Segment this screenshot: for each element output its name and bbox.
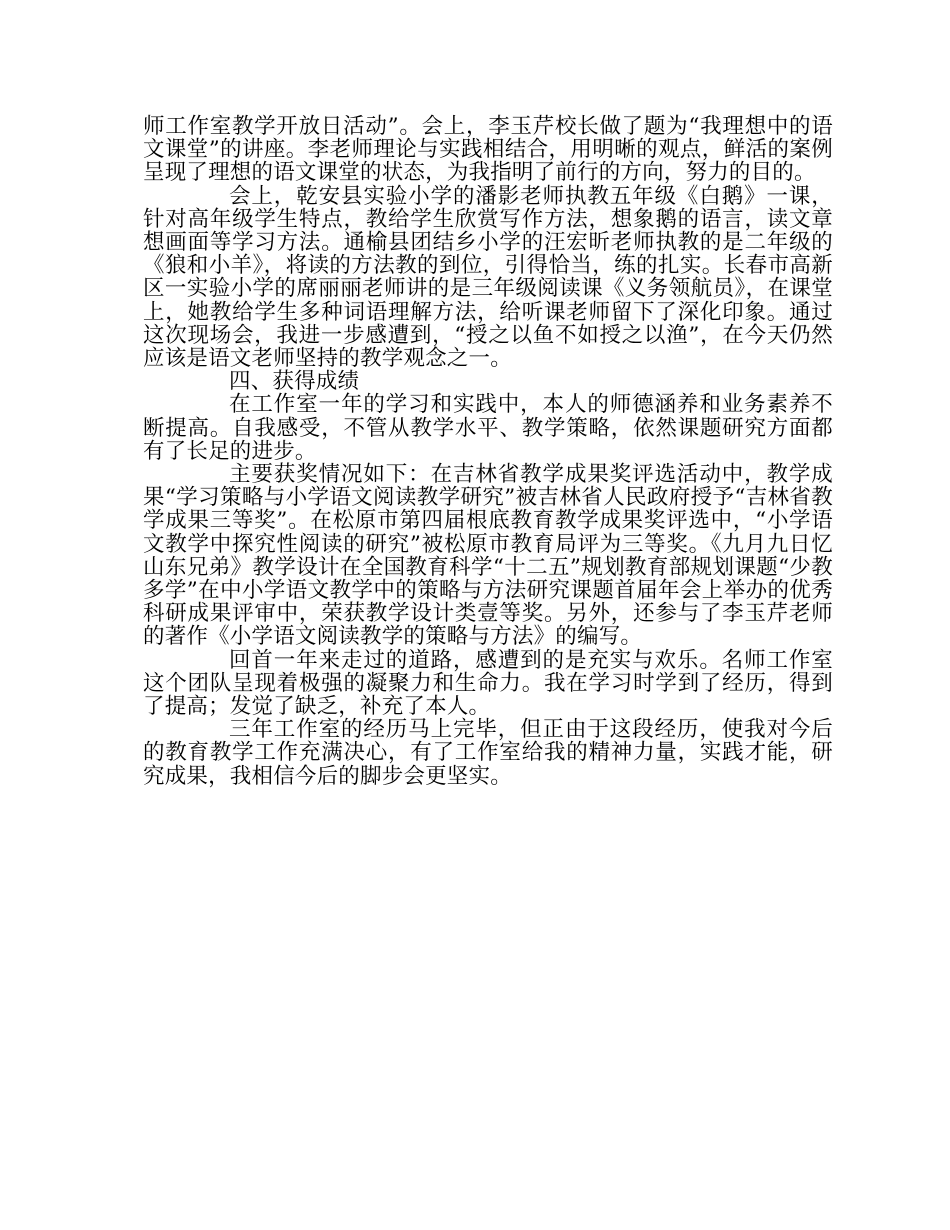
paragraph-1: 师工作室教学开放日活动”。会上，李玉芹校长做了题为“我理想中的语文课堂”的讲座。李老师理论与实践相结合，用明晰的观点，鲜活的案例呈现了理想的语文课堂的状态，为我指明了前行的方向，努力的目的。: [143, 114, 833, 186]
paragraph-6: 三年工作室的经历马上完毕，但正由于这段经历，使我对今后的教育教学工作充满决心，有了工作室给我的精神力量，实践才能，研究成果，我相信今后的脚步会更坚实。: [143, 717, 833, 789]
paragraph-5: 回首一年来走过的道路，感遭到的是充实与欢乐。名师工作室这个团队呈现着极强的凝聚力和生命力。我在学习时学到了经历，得到了提高；发觉了缺乏，补充了本人。: [143, 647, 833, 720]
paragraph-3: 在工作室一年的学习和实践中，本人的师德涵养和业务素养不断提高。自我感受，不管从教学水平、教学策略，依然课题研究方面都有了长足的进步。: [143, 392, 833, 464]
paragraph-2: 会上，乾安县实验小学的潘影老师执教五年级《白鹅》一课，针对高年级学生特点，教给学生欣赏写作方法，想象鹅的语言，读文章想画面等学习方法。通榆县团结乡小学的汪宏昕老师执教的是二年级的《狼和小羊》，将读的方法教的到位，引得恰当，练的扎实。长春市高新区一实验小学的席丽丽老师讲的是三年级阅读课《义务领航员》，在课堂上，她教给学生多种词语理解方法，给听课老师留下了深化印象。通过这次现场会，我进一步感遭到，“授之以鱼不如授之以渔”，在今天仍然应该是语文老师坚持的教学观念之一。: [143, 183, 833, 372]
section-heading: 四、获得成绩: [229, 369, 360, 395]
paragraph-4: 主要获奖情况如下：在吉林省教学成果奖评选活动中，教学成果“学习策略与小学语文阅读教学研究”被吉林省人民政府授予“吉林省教学成果三等奖”。在松原市第四届根底教育教学成果奖评选中，“小学语文教学中探究性阅读的研究”被松原市教育局评为三等奖。《九月九日忆山东兄弟》教学设计在全国教育科学“十二五”规划教育部规划课题“少教多学”在中小学语文教学中的策略与方法研究课题首届年会上举办的优秀科研成果评审中，荣获教学设计类壹等奖。另外，还参与了李玉芹老师的著作《小学语文阅读教学的策略与方法》的编写。: [143, 462, 833, 650]
document-body: [143, 115, 833, 788]
